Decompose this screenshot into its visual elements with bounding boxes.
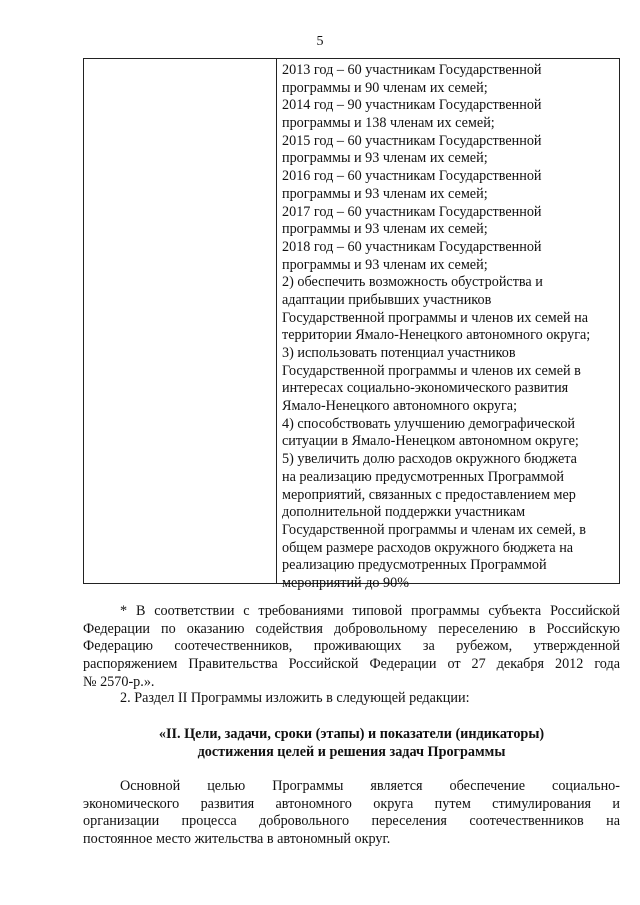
table-text-line: мероприятий до 90% — [282, 574, 410, 591]
table-text-line: Государственной программы и членам их семей, в — [282, 521, 586, 538]
table-text-line: 2017 год – 60 участникам Государственной — [282, 203, 542, 220]
section-heading-line: достижения целей и решения задач Программы — [197, 744, 506, 760]
program-table — [83, 58, 620, 591]
table-text-line: 2015 год – 60 участникам Государственной — [282, 132, 542, 149]
body-paragraph — [83, 778, 620, 849]
table-text-line: 2014 год – 90 участникам Государственной — [282, 97, 542, 114]
table-text-line: 2018 год – 60 участникам Государственной — [282, 238, 542, 255]
table-text-line: на реализацию предусмотренных Программой — [282, 468, 565, 485]
body-line: постоянное место жительства в автономный округ. — [83, 831, 391, 848]
table-text-line: дополнительной поддержки участникам — [282, 504, 526, 521]
table-text-line: программы и 138 членам их семей; — [282, 115, 495, 132]
section-heading-line: «II. Цели, задачи, сроки (этапы) и показатели (индикаторы) — [158, 726, 545, 742]
table-text-line: 2013 год – 60 участникам Государственной — [282, 62, 542, 78]
table-text-line: адаптации прибывших участников — [282, 291, 492, 308]
table-text-line: Ямало-Ненецкого автономного округа; — [282, 398, 518, 415]
footnote-line: № 2570-р.». — [83, 673, 155, 690]
table-text-line: 4) способствовать улучшению демографической — [282, 415, 576, 432]
table-text-line: программы и 93 членам их семей; — [282, 221, 488, 238]
table-text-line: программы и 93 членам их семей; — [282, 185, 488, 202]
footnote — [83, 603, 620, 691]
table-text-line: 2) обеспечить возможность обустройства и — [282, 274, 543, 291]
amendment-paragraph: 2. Раздел II Программы изложить в следующей редакции: — [120, 690, 470, 706]
table-right-cell — [277, 59, 619, 591]
body-line: экономического развития автономного округа путем стимулирования и — [83, 795, 620, 812]
table-text-line: интересах социально-экономического развития — [282, 380, 569, 397]
table-text-line: ситуации в Ямало-Ненецком автономном округе; — [282, 433, 579, 450]
body-line: организации процесса добровольного переселения соотечественников на — [83, 813, 620, 830]
footnote-line: * В соответствии с требованиями типовой программы субъекта Российской — [120, 603, 620, 619]
table-text-line: программы и 93 членам их семей; — [282, 256, 488, 273]
body-line: Основной целью Программы является обеспечение социально- — [120, 778, 620, 794]
footnote-line: распоряжением Правительства Российской Федерации от 27 декабря 2012 года — [83, 656, 620, 673]
table-text-line: 5) увеличить долю расходов окружного бюджета — [282, 451, 577, 468]
table-text-line: реализацию предусмотренных Программой — [282, 557, 547, 574]
table-text-line: 2016 год – 60 участникам Государственной — [282, 168, 542, 185]
table-text-line: общем размере расходов окружного бюджета на — [282, 539, 574, 556]
table-text-line: Государственной программы и членов их семей в — [282, 362, 581, 379]
table-left-cell — [84, 59, 277, 583]
table-text-line: мероприятий, связанных с предоставлением мер — [282, 486, 576, 503]
footnote-line: Федерацию соотечественников, проживающих за рубежом, утвержденной — [83, 638, 620, 655]
table-text-line: 3) использовать потенциал участников — [282, 345, 516, 361]
table-text-line: территории Ямало-Ненецкого автономного округа; — [282, 327, 591, 344]
table-text-line: программы и 90 членам их семей; — [282, 79, 488, 96]
page-number: 5 — [316, 34, 324, 49]
section-heading — [83, 725, 620, 761]
table-text-line: программы и 93 членам их семей; — [282, 150, 488, 167]
footnote-line: Федерации по оказанию содействия добровольному переселению в Российскую — [83, 620, 620, 637]
table-text-line: Государственной программы и членов их семей на — [282, 309, 589, 326]
